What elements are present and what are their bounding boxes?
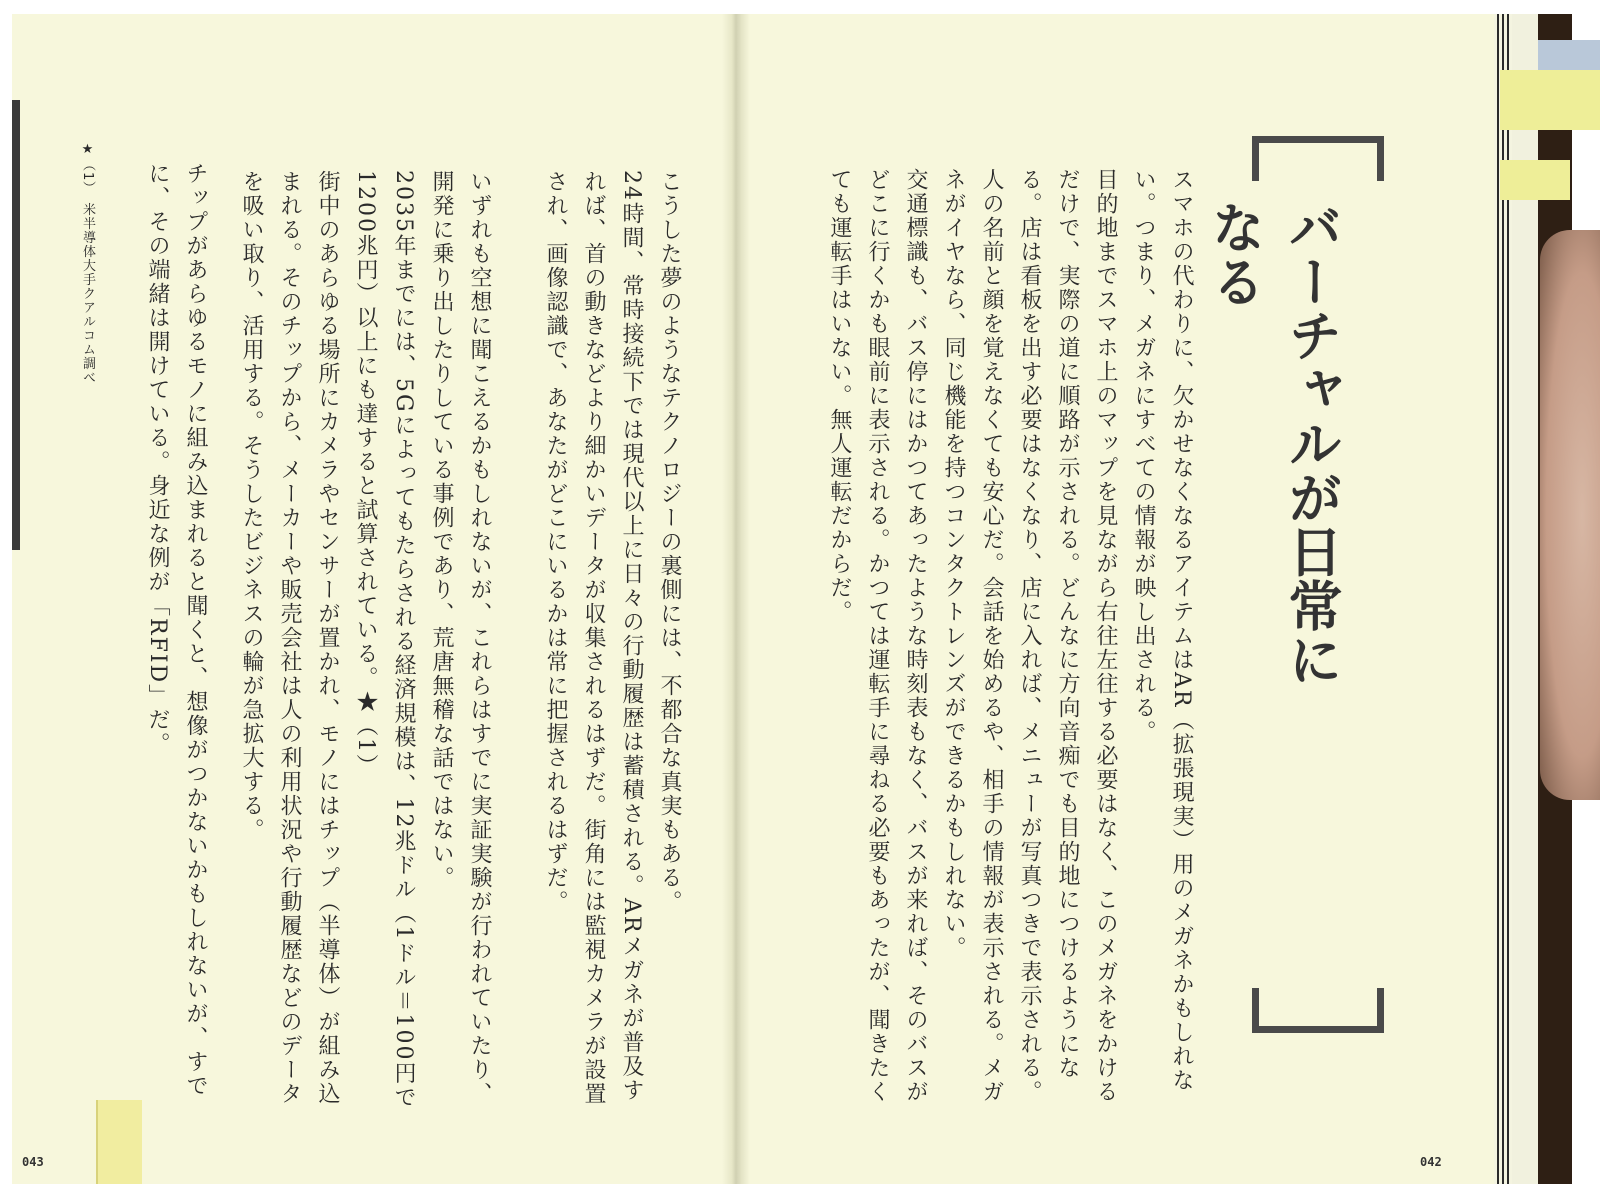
- sticky-tab-blue: [1538, 40, 1600, 72]
- sticky-tab-yellow: [1500, 70, 1600, 130]
- title-bracket-bottom: [1252, 988, 1384, 1033]
- chapter-title: バーチャルが日常になる: [1203, 200, 1343, 686]
- right-page-body: スマホの代わりに、欠かせなくなるアイテムはAR（拡張現実）用のメガネかもしれない。つまり、メガネにすべての情報が映し出される。 目的地までスマホ上のマップを見ながら右往左往する必要はなく、このメガネをかけるだけで、実際の道に順路が示される。どんなに方向音痴でも目的地につけるようになる。店は看板を出す必要はなくなり、店に入れば、メニューが写真つきで表示される。人の名前と顔を覚えなくても安心だ。会話を始めるや、相手の情報が表示される。メガネがイヤなら、同じ機能を持つコンタクトレンズができるかもしれない。 交通標識も、バス停にはかつてあったような時刻表もなく、バスが来れば、そのバスがどこに行くかも眼前に表示される。かつては運転手に尋ねる必要もあったが、聞きたくても運転手はいない。無人運転だからだ。: [827, 168, 1194, 1104]
- page-number-left: 043: [22, 1155, 44, 1169]
- left-page-paragraph-1: こうした夢のようなテクノロジーの裏側には、不都合な真実もある。 24時間、常時接続下では現代以上に日々の行動履歴は蓄積される。ARメガネが普及すれば、首の動きなどより細かいデータが収集されるはずだ。街角には監視カメラが設置され、画像認識で、あなたがどこにいるかは常に把握されるはずだ。: [543, 170, 682, 1106]
- page-number-right: 042: [1420, 1155, 1442, 1169]
- sticky-tab-yellow: [96, 1100, 142, 1184]
- holding-finger: [1540, 230, 1600, 800]
- left-page-paragraph-3: チップがあらゆるモノに組み込まれると聞くと、想像がつかないかもしれないが、すでに、その端緒は開けている。身近な例が「RFID」だ。: [145, 162, 208, 1098]
- sticky-tab-yellow: [1500, 160, 1570, 200]
- book-gutter: [722, 14, 750, 1184]
- left-page-paragraph-2: いずれも空想に聞こえるかもしれないが、これらはすでに実証実験が行われていたり、開発に乗り出したりしている事例であり、荒唐無稽な話ではない。 2035年までには、5Gによってもたらされる経済規模は、12兆ドル（1ドル＝100円で1200兆円）以上にも達すると試算されている。★（1） 街中のあらゆる場所にカメラやセンサーが置かれ、モノにはチップ（半導体）が組み込まれる。そのチップから、メーカーや販売会社は人の利用状況や行動履歴などのデータを吸い取り、活用する。そうしたビジネスの輪が急拡大する。: [239, 170, 492, 1110]
- title-bracket-top: [1252, 136, 1384, 181]
- left-edge-shadow: [12, 100, 20, 550]
- footnote: ★（1） 米半導体大手クアルコム調べ: [80, 142, 95, 385]
